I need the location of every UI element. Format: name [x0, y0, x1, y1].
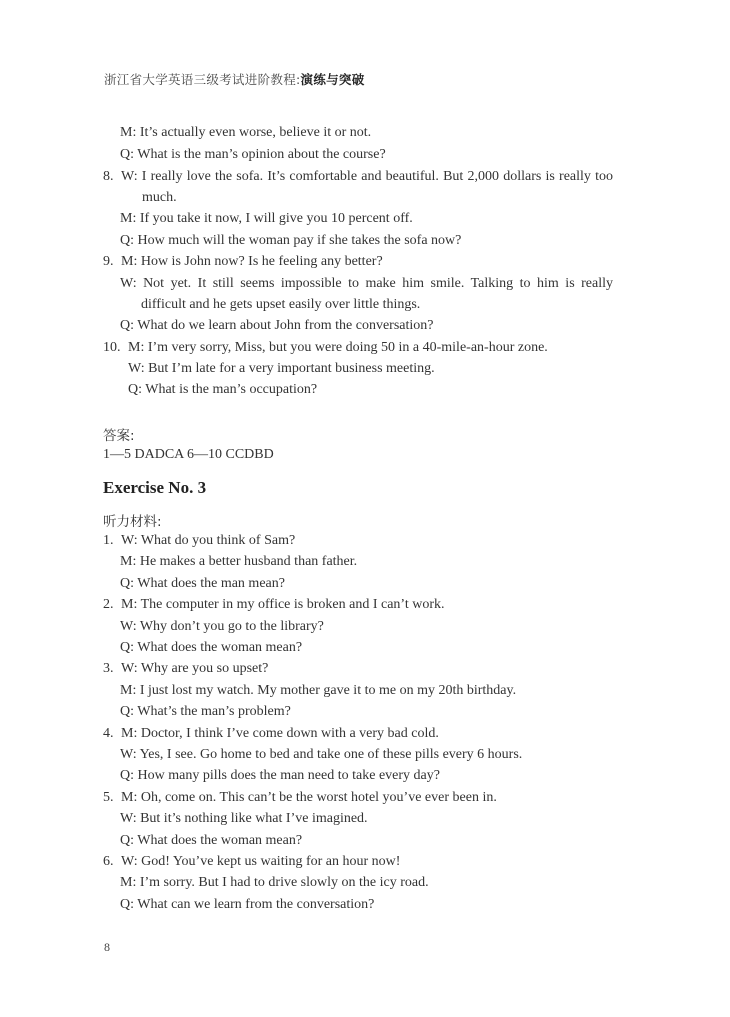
- listening-material-label: 听力材料:: [103, 514, 162, 530]
- dialogue-line: M: It’s actually even worse, believe it or not.: [120, 125, 372, 140]
- exercise-title: Exercise No. 3: [103, 478, 207, 497]
- item-number: 1.: [103, 533, 114, 548]
- dialogue-line: M: I’m very sorry, Miss, but you were doing 50 in a 40-mile-an-hour zone.: [128, 340, 548, 355]
- dialogue-line: M: Oh, come on. This can’t be the worst hotel you’ve ever been in.: [121, 789, 497, 805]
- dialogue-line: M: I’m sorry. But I had to drive slowly on the icy road.: [120, 875, 429, 891]
- answers-text: 1—5 DADCA 6—10 CCDBD: [103, 447, 274, 462]
- dialogue-line-cont: difficult and he gets upset easily over little things.: [141, 297, 421, 312]
- dialogue-line: M: How is John now? Is he feeling any better?: [121, 254, 383, 269]
- dialogue-line: W: Why are you so upset?: [121, 661, 269, 677]
- book-title: 浙江省大学英语三级考试进阶教程: [104, 72, 297, 87]
- question-line: Q: What’s the man’s problem?: [120, 704, 291, 720]
- question-line: Q: What does the woman mean?: [120, 832, 303, 848]
- item-number: 10.: [103, 340, 121, 355]
- question-line: Q: How much will the woman pay if she takes the sofa now?: [120, 233, 462, 248]
- dialogue-line: M: He makes a better husband than father.: [120, 554, 358, 570]
- answers-label: 答案:: [103, 428, 135, 444]
- item-number: 6.: [103, 854, 114, 869]
- item-number: 2.: [103, 597, 114, 613]
- dialogue-line: W: But it’s nothing like what I’ve imagined.: [120, 811, 368, 827]
- question-line: Q: What is the man’s occupation?: [128, 382, 318, 397]
- question-line: Q: What do we learn about John from the conversation?: [120, 318, 434, 333]
- dialogue-line: W: God! You’ve kept us waiting for an hour now!: [121, 854, 401, 869]
- dialogue-line: W: What do you think of Sam?: [121, 533, 296, 548]
- dialogue-line: M: I just lost my watch. My mother gave it to me on my 20th birthday.: [120, 682, 517, 698]
- dialogue-line: W: Why don’t you go to the library?: [120, 618, 324, 634]
- item-number: 9.: [103, 254, 114, 269]
- header-separator: :: [296, 72, 301, 87]
- dialogue-line: W: But I’m late for a very important business meeting.: [128, 361, 435, 376]
- question-line: Q: How many pills does the man need to take every day?: [120, 768, 440, 784]
- dialogue-line: M: The computer in my office is broken and I can’t work.: [121, 597, 445, 613]
- page-number: 8: [104, 940, 110, 954]
- question-line: Q: What does the man mean?: [120, 575, 285, 591]
- question-line: Q: What does the woman mean?: [120, 640, 303, 655]
- dialogue-line: M: If you take it now, I will give you 10 percent off.: [120, 211, 413, 226]
- dialogue-line-cont: much.: [142, 190, 177, 205]
- running-header: [104, 70, 365, 88]
- item-number: 5.: [103, 789, 114, 805]
- dialogue-line: W: Not yet. It still seems impossible to make him smile. Talking to him is really: [120, 276, 613, 291]
- dialogue-line: W: I really love the sofa. It’s comfortable and beautiful. But 2,000 dollars is really too: [121, 169, 613, 184]
- question-line: Q: What is the man’s opinion about the course?: [120, 147, 386, 162]
- item-number: 3.: [103, 661, 114, 677]
- question-line: Q: What can we learn from the conversation?: [120, 896, 375, 912]
- dialogue-line: M: Doctor, I think I’ve come down with a very bad cold.: [121, 725, 439, 741]
- book-subtitle: 演练与突破: [300, 72, 365, 87]
- item-number: 8.: [103, 169, 114, 184]
- dialogue-line: W: Yes, I see. Go home to bed and take one of these pills every 6 hours.: [120, 747, 523, 762]
- item-number: 4.: [103, 725, 114, 741]
